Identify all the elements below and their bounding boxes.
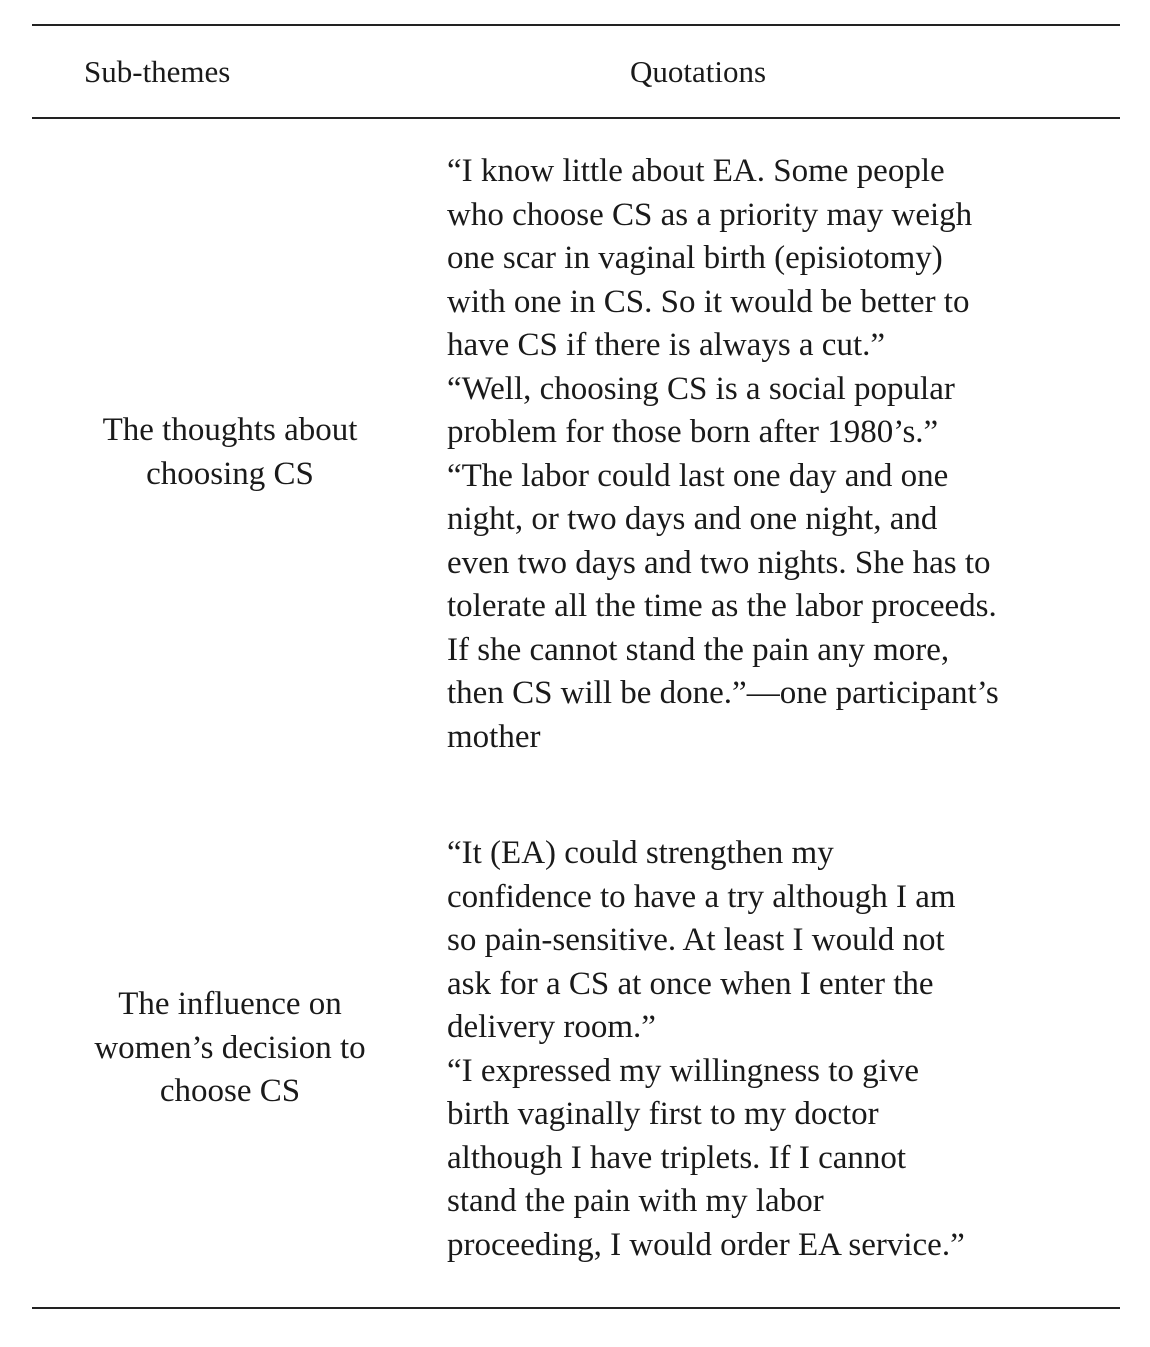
quote-line: night, or two days and one night, and [447, 501, 938, 537]
quote-line: then CS will be done.”—one participant’s [447, 675, 999, 711]
quote-line: with one in CS. So it would be better to [447, 283, 970, 320]
quotations-2 [447, 832, 965, 1267]
sub-theme-1 [60, 409, 400, 496]
quote-line: tolerate all the time as the labor proceeds. [447, 588, 997, 624]
quote-line: so pain-sensitive. At least I would not [447, 922, 945, 958]
quote-line: “Well, choosing CS is a social popular [447, 370, 955, 407]
top-rule [32, 24, 1120, 26]
sub-theme-line: women’s decision to [94, 1029, 366, 1066]
quote-line: problem for those born after 1980’s.” [447, 414, 939, 450]
quote-line: birth vaginally first to my doctor [447, 1096, 879, 1132]
sub-theme-line: choosing CS [146, 455, 314, 492]
bottom-rule [32, 1307, 1120, 1309]
header-sub-themes: Sub-themes [84, 54, 231, 89]
quote-line: have CS if there is always a cut.” [447, 327, 886, 363]
quote-line: who choose CS as a priority may weigh [447, 196, 973, 233]
header-quotations: Quotations [630, 54, 767, 89]
quote-line: stand the pain with my labor [447, 1183, 824, 1219]
quote-line: delivery room.” [447, 1009, 656, 1045]
quote-line: “It (EA) could strengthen my [447, 835, 834, 871]
quote-line: mother [447, 718, 541, 755]
quotations-1 [447, 150, 999, 759]
quote-line: “I know little about EA. Some people [447, 153, 945, 189]
quote-line: one scar in vaginal birth (episiotomy) [447, 240, 943, 276]
sub-theme-2 [60, 983, 400, 1114]
quote-line: “I expressed my willingness to give [447, 1052, 919, 1089]
quote-line: proceeding, I would order EA service.” [447, 1226, 965, 1263]
quote-line: “The labor could last one day and one [447, 457, 949, 494]
sub-theme-line: The thoughts about [102, 412, 358, 448]
quote-line: although I have triplets. If I cannot [447, 1139, 907, 1176]
quote-line: ask for a CS at once when I enter the [447, 965, 934, 1002]
quote-line: even two days and two nights. She has to [447, 544, 991, 581]
sub-theme-line: The influence on [118, 986, 342, 1022]
sub-theme-line: choose CS [159, 1073, 301, 1109]
quote-line: confidence to have a try although I am [447, 878, 956, 915]
quote-line: If she cannot stand the pain any more, [447, 631, 950, 668]
header-rule [32, 117, 1120, 119]
